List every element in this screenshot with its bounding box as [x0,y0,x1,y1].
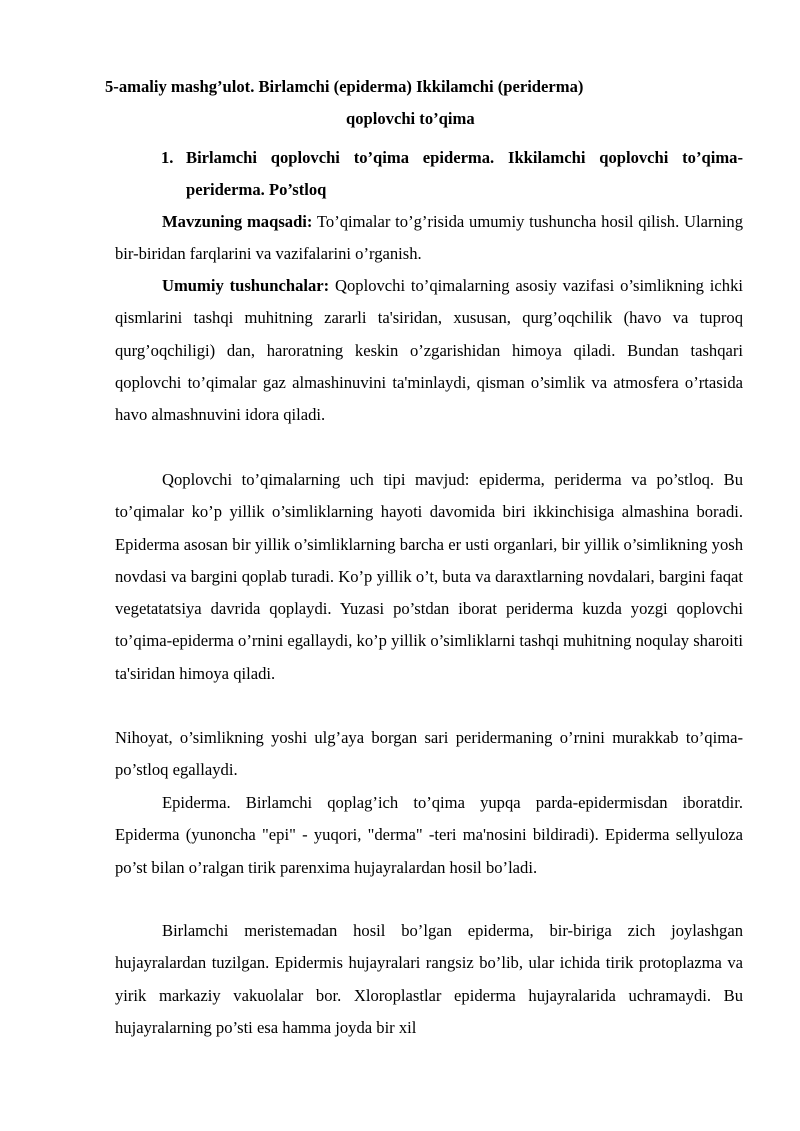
goal-text: To’qimalar to’g’risida umumiy tushuncha hosil qilish. Ularning bir-biridan farqlarini va vazifalarini o’rganish. [115,212,743,264]
epiderma-paragraph: Epiderma. Birlamchi qoplag’ich to’qima yupqa parda-epidermisdan iboratdir. Epiderma (yunoncha "epi" - yuqori, "derma" -teri ma'nosini bildiradi). Epiderma sellyuloza po’st bilan o’ralgan tirik parenxima hujayralardan hosil bo’ladi. [115,793,743,877]
meristem-paragraph: Birlamchi meristemadan hosil bo’lgan epiderma, bir-biriga zich joylashgan hujayralardan tuzilgan. Epidermis hujayralari rangsiz bo’lib, ular ichida tirik protoplazma va yirik markaziy vakuolalar bor. Xloroplastlar epiderma hujayralarida uchramaydi. Bu hujayralarning po’sti esa hamma joyda bir xil [115,921,743,1037]
concepts-paragraph [115,270,743,431]
document-title-line2: qoplovchi to’qima [346,109,475,128]
document-title-line1: 5-amaliy mashg’ulot. Birlamchi (epiderma) Ikkilamchi (periderma) [105,77,584,96]
finally-paragraph: Nihoyat, o’simlikning yoshi ulg’aya borgan sari peridermaning o’rnini murakkab to’qima-po’stloq egallaydi. [115,728,743,780]
concepts-label: Umumiy tushunchalar: [162,276,330,295]
types-paragraph: Qoplovchi to’qimalarning uch tipi mavjud: epiderma, periderma va po’stloq. Bu to’qimalar ko’p yillik o’simliklarning hayoti davomida biri ikkinchisiga almashina boradi. Epiderma asosan bir yillik o’simliklarning barcha er usti organlari, bir yillik o’simlikning yosh novdasi va bargini qoplab turadi. Ko’p yillik o’t, buta va daraxtlarning novdalari, bargini faqat vegetatatsiya davrida qoplaydi. Yuzasi po’stdan iborat periderma kuzda yozgi qoplovchi to’qima-epiderma o’rnini egallaydi, ko’p yillik o’simliklarni tashqi muhitning noqulay sharoiti ta'siridan himoya qiladi. [115,470,743,683]
section-heading-text: Birlamchi qoplovchi to’qima epiderma. Ikkilamchi qoplovchi to’qima-periderma. Po’stloq [186,148,743,200]
section-number: 1. [161,148,174,167]
section-heading [161,142,743,207]
goal-paragraph [115,206,743,271]
goal-label: Mavzuning maqsadi: [162,212,313,231]
concepts-text: Qoplovchi to’qimalarning asosiy vazifasi o’simlikning ichki qismlarini tashqi muhitning zararli ta'siridan, xususan, qurg’oqchilik (havo va tuproq qurg’oqchiligi) dan, haroratning keskin o’zgarishidan himoya qiladi. Bundan tashqari qoplovchi to’qimalar gaz almashinuvini ta'minlaydi, qisman o’simlik va atmosfera o’rtasida havo almashnuvini idora qiladi. [115,276,743,425]
